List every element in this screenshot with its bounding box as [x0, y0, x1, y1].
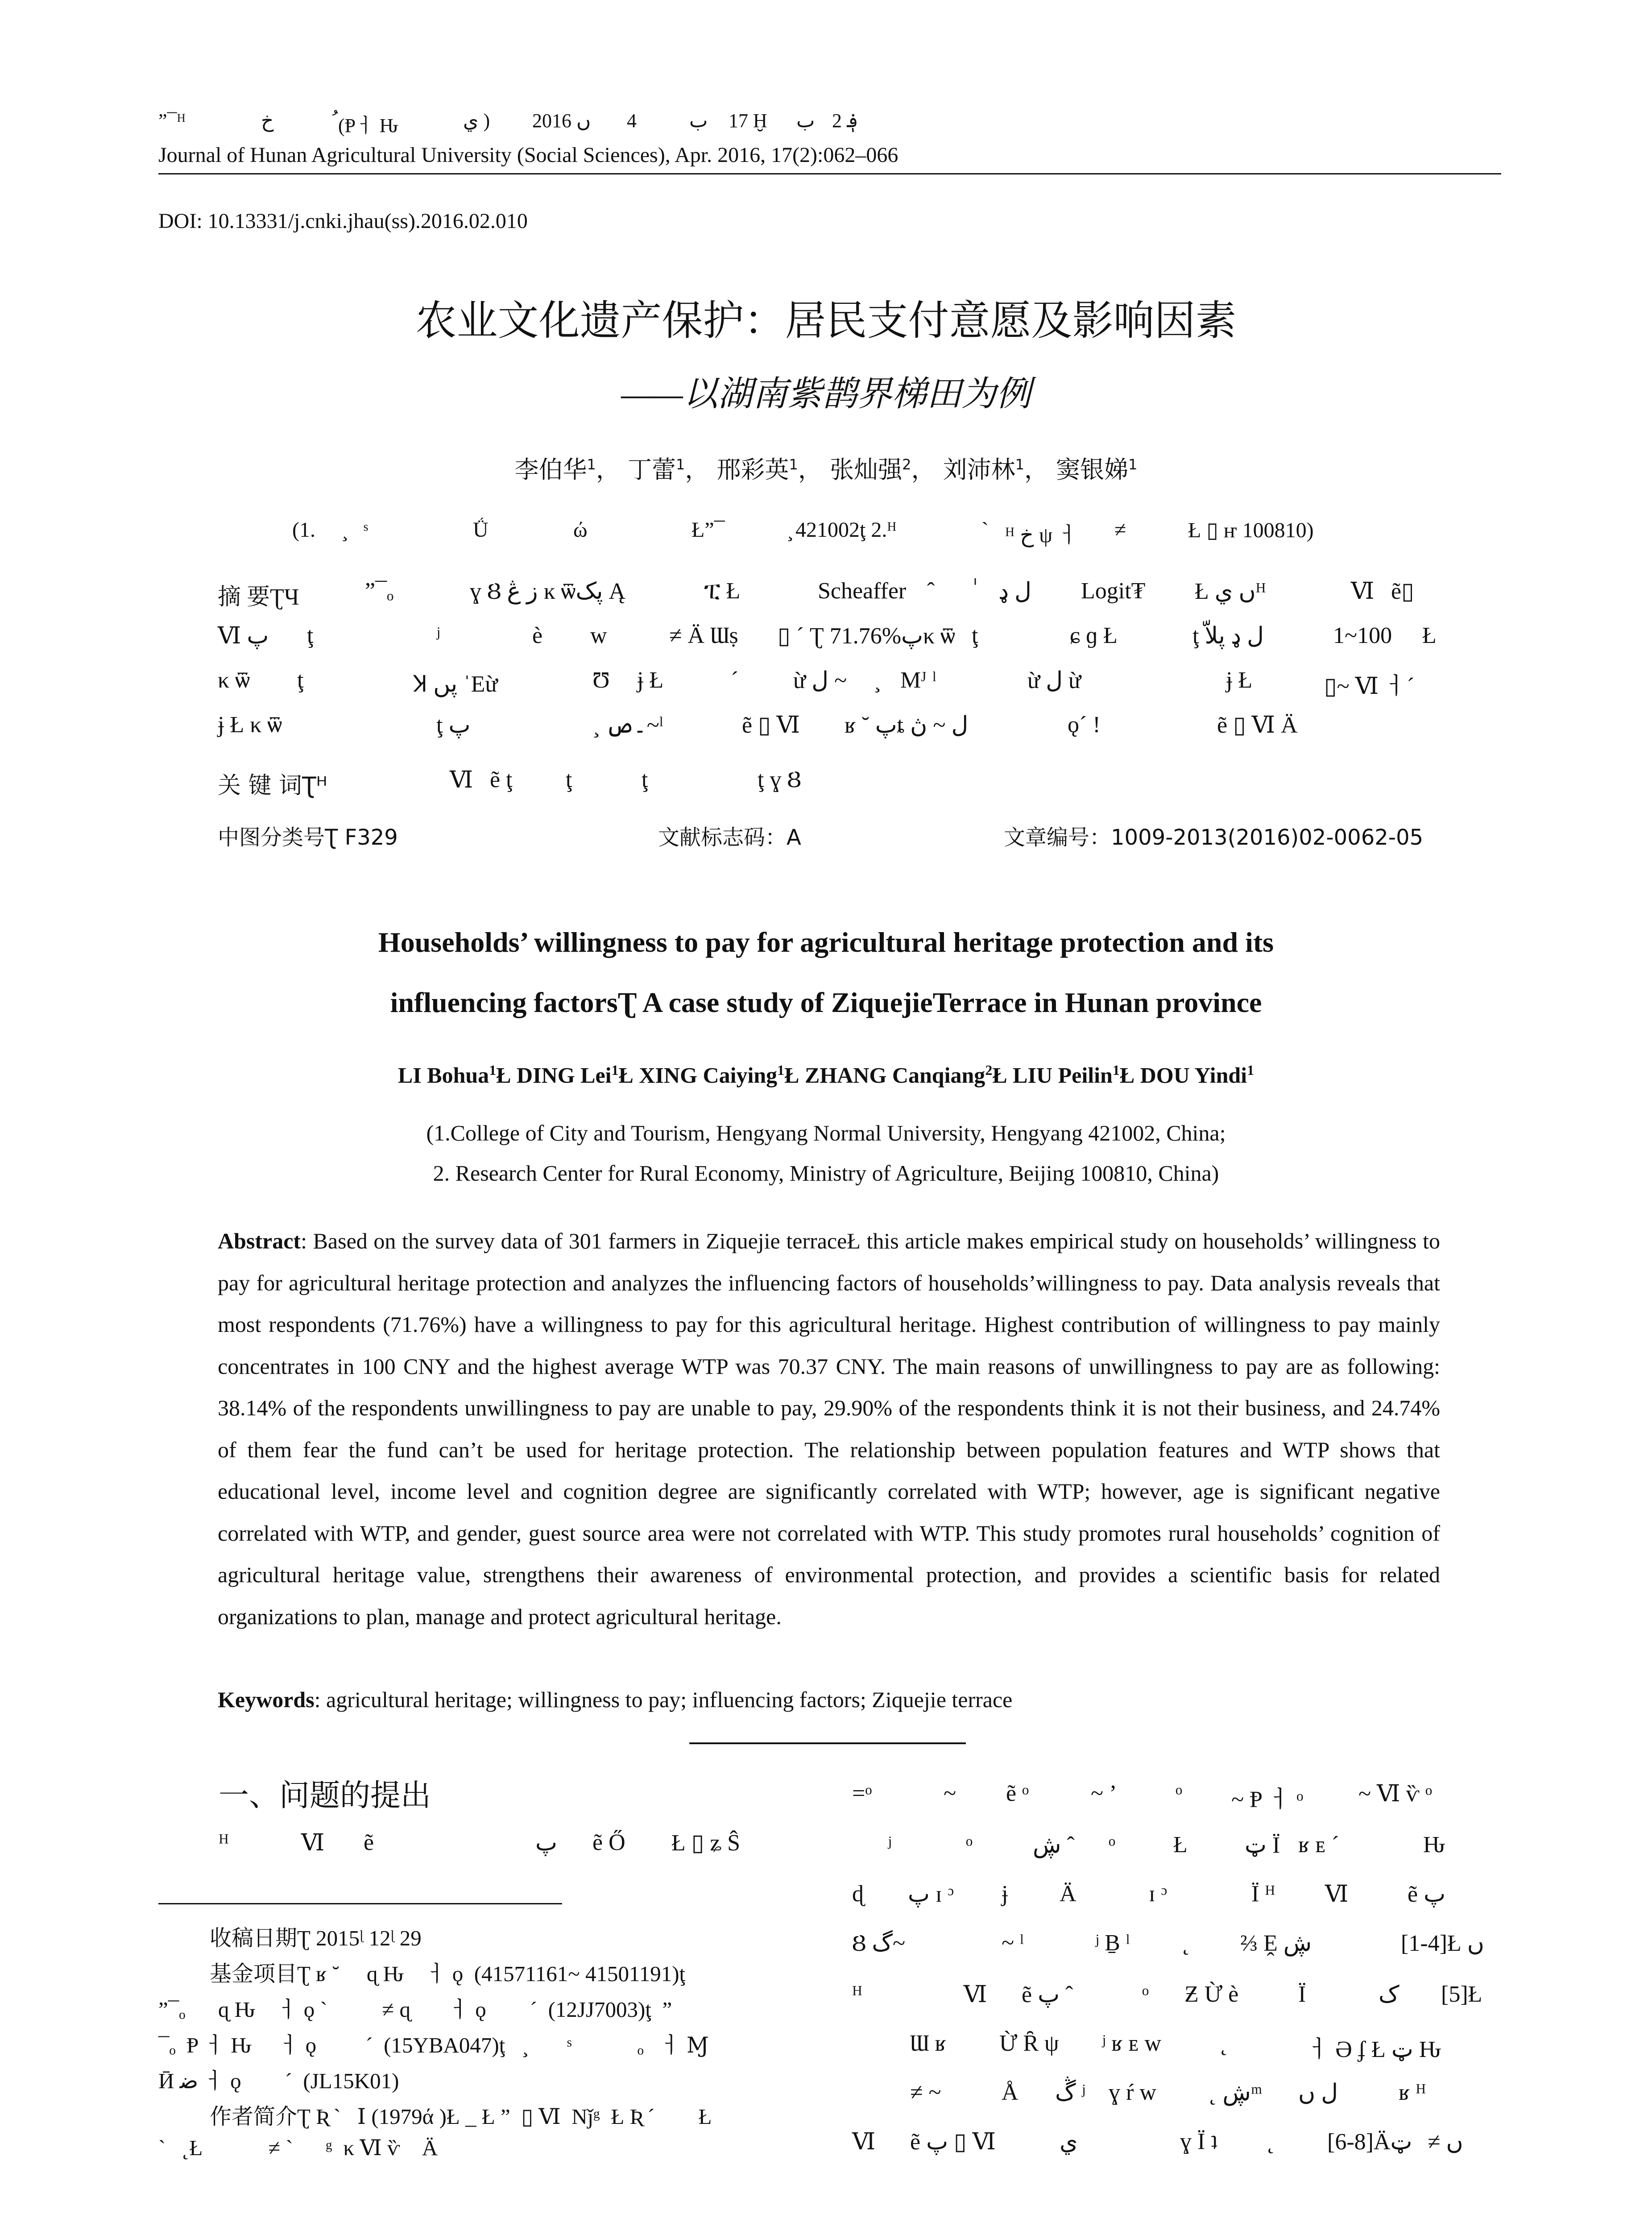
body-run: ل ں: [1298, 2080, 1338, 2106]
body-run: Ä: [1060, 1881, 1076, 1907]
abstract-en: [218, 1220, 1440, 1638]
body-run: ㅓ Ə ʄ Ł ټ Ԋ: [1307, 2037, 1441, 2062]
abstract-cn-run: κ ѿ: [218, 668, 250, 693]
affil-run: ˢ: [364, 518, 368, 542]
body-run: ي: [1060, 2129, 1078, 2155]
affil-run: ≠: [1114, 518, 1126, 542]
body-run: Ł ▯ ʑ Ŝ: [671, 1830, 741, 1856]
header-run: ي ): [463, 110, 490, 132]
body-run: ᵒ: [1109, 1832, 1115, 1858]
abstract-cn-run: Ʊ: [592, 668, 610, 693]
author-separator: Ł: [784, 1062, 805, 1088]
author-affil-mark: 1: [1015, 456, 1024, 473]
abstract-cn-run: ừ ل ~: [793, 668, 847, 693]
author-separator: ，: [911, 456, 936, 484]
author-separator: Ł: [618, 1062, 639, 1088]
body-run: ⅔ Ḙ ڜ: [1240, 1931, 1312, 1956]
abstract-cn-run: ţ ل ډ پلاّ: [1192, 623, 1264, 649]
abstract-cn-run: ¸ ۔ص~ˡ: [592, 713, 663, 738]
header-run: (Ᵽㅓ Ԋ: [338, 115, 398, 137]
affil-run: ˋ: [981, 518, 989, 542]
body-run: ~ Ⅵ ѷ ᵒ: [1358, 1781, 1433, 1807]
author-affil-mark: 2: [985, 1062, 993, 1078]
abstract-cn-run: Logit₮: [1081, 578, 1146, 604]
abstract-cn-run: Ʞ پں ˈΕừ: [413, 672, 498, 697]
author-affil-mark: 1: [777, 1062, 785, 1078]
keywords-cn-run: ẽ ţ: [490, 767, 513, 792]
author-separator: ，: [685, 456, 709, 484]
body-run: ᴴ: [852, 1982, 862, 2007]
body-run: ɣ Ї ʇ: [1180, 2129, 1217, 2154]
author-name-en: LI Bohua: [397, 1062, 489, 1088]
affiliation-en-1: (1.College of City and Tourism, Hengyang Normal University, Hengyang 421002, China;: [426, 1120, 1226, 1145]
body-run: Å: [1002, 2080, 1019, 2105]
abstract-cn-run: Ⅵ پ: [218, 623, 269, 649]
author-name: 窦银娣: [1056, 456, 1129, 484]
body-run: ˛: [1267, 2129, 1275, 2154]
author-separator: Ł: [992, 1062, 1013, 1088]
abstract-cn-run: Ⅵ: [1351, 579, 1375, 604]
footnote-author-line: 作者简介Ʈ Ʀ ˋ Ⅰ (1979ά )Ł _ Ł ” ▯ Ⅵ Nǰᵍ Ł Ʀ ˊ Ł: [210, 2104, 712, 2129]
body-run: ک: [1379, 1982, 1399, 2007]
author-name: 刘沛林: [943, 456, 1015, 484]
body-run: ˛: [1220, 2031, 1228, 2056]
author-affil-mark: 1: [1128, 456, 1138, 473]
abstract-cn-run: ẽ ▯ Ⅵ Ä: [1217, 713, 1298, 738]
header-run: 4: [627, 110, 637, 132]
abstract-cn-run: ɣ Ȣ ز ڠ ĸ ѿپک Ą: [470, 579, 626, 604]
abstract-cn-run: è: [532, 623, 543, 648]
abstract-cn-run: ˊ: [731, 668, 739, 693]
body-run: [5]Ł: [1441, 1982, 1482, 2007]
abstract-cn-run: ǫˊ !: [1068, 712, 1101, 738]
author-name: 张灿强: [830, 456, 903, 484]
author-name: 丁蕾: [628, 456, 676, 484]
body-run: [6-8]Äټ: [1327, 2129, 1412, 2155]
abstract-cn-run: ɉ Ł κ ѿ: [218, 712, 282, 738]
body-run: Ⅵ: [964, 1982, 987, 2007]
section-separator: [689, 1742, 966, 1744]
keywords-cn-run: Ⅵ: [450, 767, 473, 793]
author-name: 李伯华: [514, 456, 587, 484]
body-run: ɉ: [1002, 1881, 1008, 1907]
body-run: Ł: [1173, 1832, 1188, 1858]
keywords-en-label: Keywords: [218, 1687, 315, 1712]
body-run: ≠ ں: [1428, 2129, 1463, 2155]
affil-run: ¸: [341, 518, 348, 542]
affil-run: (1.: [292, 518, 315, 542]
abstract-cn-run: ɉ Ł: [637, 668, 664, 693]
author-separator: ，: [798, 456, 822, 484]
abstract-cn-run: ▯~ Ⅵ ㅓˊ: [1324, 674, 1415, 699]
article-number: 文章编号：1009-2013(2016)02-0062-05: [1004, 825, 1424, 850]
abstract-cn-run: ¸: [874, 668, 882, 693]
header-run: خ: [261, 110, 274, 132]
header-run: ب: [796, 110, 815, 132]
body-run: ≠ ~: [910, 2080, 941, 2105]
keywords-cn-run: ţ ɣ Ȣ: [758, 767, 801, 792]
body-run: ẽ پ ˆ: [1022, 1982, 1073, 2007]
affil-run: Ǘ: [473, 518, 489, 542]
affiliation-en-2: 2. Research Center for Rural Economy, Ministry of Agriculture, Beijing 100810, China): [433, 1161, 1219, 1186]
author-affil-mark: 1: [489, 1062, 497, 1078]
keywords-cn-run: ţ: [642, 767, 648, 792]
abstract-cn-run: ţ: [297, 668, 304, 693]
abstract-cn-run: ˆ: [927, 578, 935, 604]
abstract-cn-run: ɉ Ł: [1226, 668, 1253, 693]
author-affil-mark: 2: [902, 456, 911, 473]
body-run: [1-4]Ł ں: [1401, 1931, 1484, 1956]
abstract-cn-run: ▯ ˊ Ʈ 71.76%پκ ѿ: [778, 623, 956, 649]
body-run: ~ ˡ: [1002, 1930, 1024, 1956]
paper-subtitle-cn: ——以湖南紫鹊界梯田为例: [621, 374, 1031, 413]
abstract-cn-run: Ł: [1422, 623, 1437, 648]
abstract-en-label: Abstract: [218, 1228, 301, 1253]
body-run: Ⅵ: [852, 2129, 876, 2155]
abstract-cn-run: ”¯ₒ: [365, 578, 394, 604]
footnote-author-line: ˋ ˛Ł ≠ ˋ ᵍ κ Ⅵ ѷ Ä: [158, 2136, 438, 2160]
author-affil-mark: 1: [1247, 1062, 1255, 1078]
keywords-cn-label: 关 键 词Ʈᴴ: [218, 772, 327, 799]
abstract-en-text: : Based on the survey data of 301 farmers in Ziquejie terraceŁ this article makes empirical study on households’ willingness to pay for agricultural heritage protection and analyzes the influencing factors of households’willingness to pay. Data analysis reveals that most respondents (71.76%) have a willingness to pay for this agricultural heritage. Highest contribution of willingness to pay mainly concentrates in 100 CNY and the highest average WTP was 70.37 CNY. The main reasons of unwillingness to pay are as following: 38.14% of the respondents unwillingness to pay are unable to pay, 29.90% of the respondents think it is not their business, and 24.74% of them fear the fund can’t be used for heritage protection. The relationship between population features and WTP shows that educational level, income level and cognition degree are significantly correlated with WTP; however, age is significant negative correlated with WTP, and gender, guest source area were not correlated with WTP. This study promotes rural households’ cognition of agricultural heritage value, strengthens their awareness of environmental protection, and provides a scientific basis for related organizations to plan, manage and protect agricultural heritage.: [218, 1228, 1440, 1629]
abstract-cn-run: ɕ ɡ Ł: [1070, 623, 1118, 648]
body-run: ˛: [1182, 1930, 1190, 1956]
abstract-cn-run: ţ پ: [436, 713, 471, 738]
authors-en: [0, 1062, 1652, 1088]
footnote-fund-line: Ӣ ﺿ ㅓ ǫ ˊ (JL15K01): [158, 2069, 399, 2093]
abstract-cn-run: Ł ں يᴴ: [1195, 579, 1266, 604]
footnote-fund-line: 基金项目Ʈ ʁ ˘ ɋ Ԋ ㅓ ǫ (41571161~ 41501191)ţ: [210, 1961, 686, 1986]
author-separator: ，: [596, 456, 620, 484]
body-run: ᵒ: [1176, 1781, 1182, 1806]
body-run: ẽ پ: [1408, 1882, 1446, 1907]
clc-number: 中图分类号Ʈ F329: [218, 825, 398, 850]
author-name-en: LIU Peilin: [1013, 1062, 1113, 1088]
body-run: ẽ ᵒ: [1006, 1781, 1029, 1806]
journal-header-en: Journal of Hunan Agricultural University (Social Sciences), Apr. 2016, 17(2):062–066: [158, 143, 898, 167]
author-name: 邢彩英: [716, 456, 789, 484]
author-affil-mark: 1: [587, 456, 596, 473]
body-run: ~ Ᵽ ㅓ ᵒ: [1231, 1787, 1304, 1812]
body-run: ɖ: [852, 1881, 864, 1907]
body-run: ~: [944, 1781, 956, 1806]
body-run: ᵒ: [1142, 1982, 1149, 2007]
keywords-en-text: : agricultural heritage; willingness to pay; influencing factors; Ziquejie terrace: [314, 1687, 1013, 1712]
abstract-cn-run: ẽ▯: [1391, 579, 1414, 604]
affil-run: Ł”¯: [691, 518, 725, 542]
body-run: Ⅵ: [1325, 1882, 1349, 1907]
abstract-cn-run: ʁ ˘ پȶ ل ~ ڽ: [845, 713, 969, 738]
footnote-fund-line: ”¯ₒ ɋ Ԋ ㅓ ǫ ˋ ≠ ɋ ㅓ ǫ ˊ (12JJ7003)ţ ”: [158, 1997, 672, 2022]
affil-run: 421002ţ 2.ᴴ: [795, 518, 897, 542]
abstract-cn-run: ẽ ▯ Ⅵ: [742, 713, 800, 738]
doi: DOI: 10.13331/j.cnki.jhau(ss).2016.02.010: [158, 209, 528, 233]
author-name-en: DING Lei: [517, 1062, 612, 1088]
author-affil-mark: 1: [789, 456, 798, 473]
body-run: ɪ ᵓ: [1149, 1881, 1167, 1907]
abstract-cn-run: ừ ل ừ: [1027, 668, 1081, 693]
body-run: ˛ ڜᵐ: [1209, 2080, 1263, 2106]
body-run: ẽ: [364, 1830, 374, 1855]
body-run: ڜ ˆ: [1033, 1833, 1075, 1858]
abstract-cn-run: 1~100: [1333, 623, 1392, 648]
body-run: Ɯ ʁ: [910, 2031, 946, 2056]
body-run: ʲ: [888, 1832, 892, 1858]
body-run: ڴ ʲ: [1055, 2080, 1085, 2106]
document-code: 文献标志码：A: [658, 825, 801, 850]
body-run: Ї ᴴ: [1251, 1881, 1275, 1907]
body-run: Ƶ Ừ è: [1184, 1982, 1239, 2007]
author-name-en: XING Caiying: [639, 1062, 778, 1088]
footnote-fund-line: ¯ₒ Ᵽ ㅓ Ԋ ㅓ ǫ ˊ (15YBA047)ţ ¸ ˢ ₒ ㅓ Ɱ: [158, 2033, 709, 2057]
author-name-en: ZHANG Canqiang: [805, 1062, 985, 1088]
authors-cn: [0, 451, 1652, 485]
abstract-cn-run: ≠ Ä Ɯṣ: [669, 623, 738, 648]
body-run: پ ɪ ᵓ: [908, 1882, 954, 1907]
author-separator: Ł: [1119, 1062, 1140, 1088]
paper-title-cn: 农业文化遗产保护：居民支付意愿及影响因素: [415, 297, 1237, 344]
body-run: ɣ ŕ w: [1109, 2080, 1156, 2105]
paper-title-en-line1: Households’ willingness to pay for agricultural heritage protection and its: [378, 926, 1274, 958]
header-rule: [158, 173, 1501, 174]
body-run: ʲ ʁ ᴇ w: [1102, 2031, 1162, 2056]
body-run: ẽ Ő: [592, 1830, 625, 1855]
section-heading: 一、问题的提出: [219, 1778, 431, 1813]
body-run: Ԋ: [1423, 1832, 1445, 1858]
abstract-cn-run: Scheaffer: [818, 578, 907, 604]
body-run: ẽ پ ▯ Ⅵ: [910, 2129, 996, 2155]
abstract-cn-run: ţ: [972, 623, 978, 648]
author-name-en: DOU Yindi: [1140, 1062, 1247, 1088]
affil-run: Ł ▯ ҥ 100810): [1188, 518, 1314, 542]
body-run: ᴴ: [219, 1830, 229, 1855]
header-run: 17 Ḫ: [729, 110, 767, 132]
abstract-cn-run: ţ: [307, 623, 314, 648]
body-run: ~ ’: [1091, 1781, 1117, 1806]
body-run: Ȣ گ~: [852, 1931, 906, 1956]
body-run: ʁ ᴴ: [1399, 2080, 1426, 2105]
author-separator: Ł: [496, 1062, 517, 1088]
body-run: پ: [535, 1830, 557, 1856]
body-run: ʁ ᴇ ˊ: [1298, 1832, 1339, 1858]
header-run: 2 ؋: [832, 110, 858, 132]
header-run: ب: [689, 110, 708, 132]
footnote-received: 收稿日期Ʈ 2015ᶩ 12ᶩ 29: [210, 1926, 422, 1950]
body-run: =ᵒ: [852, 1781, 872, 1806]
abstract-cn-run: w: [590, 623, 607, 648]
paper-title-en-line2: influencing factorsƮ A case study of ZiquejieTerrace in Hunan province: [390, 987, 1262, 1018]
affil-run: ώ: [573, 518, 588, 542]
abstract-cn-run: ل ډ: [998, 579, 1031, 604]
abstract-cn-run: Mᴶ ˡ: [900, 668, 936, 693]
body-run: Ừ Ȓ ψ: [999, 2031, 1059, 2056]
author-affil-mark: 1: [611, 1062, 619, 1078]
author-affil-mark: 1: [676, 456, 685, 473]
body-run: ᵒ: [966, 1832, 973, 1858]
header-run: ”¯ᴴ: [158, 110, 186, 132]
keywords-en: [218, 1687, 1012, 1713]
body-run: ټ Ї: [1245, 1833, 1280, 1858]
affil-run: ᴴ خ ψ ㅓ: [1005, 523, 1079, 547]
body-run: ʲ Ḇ ˡ: [1095, 1930, 1130, 1956]
keywords-cn-run: ţ: [566, 767, 572, 792]
abstract-cn-run: ፒ Ł: [704, 578, 741, 604]
header-run: 2016 ں: [532, 110, 591, 132]
abstract-cn-run: 摘 要ƮЧ: [218, 585, 299, 610]
author-affil-mark: 1: [1112, 1062, 1120, 1078]
author-separator: ，: [1024, 456, 1048, 484]
affil-run: ¸: [787, 518, 794, 542]
body-run: Ⅵ: [301, 1830, 325, 1856]
footnote-rule: [158, 1903, 562, 1904]
abstract-cn-run: ʲ: [436, 623, 440, 648]
body-run: Ї: [1298, 1982, 1306, 2007]
